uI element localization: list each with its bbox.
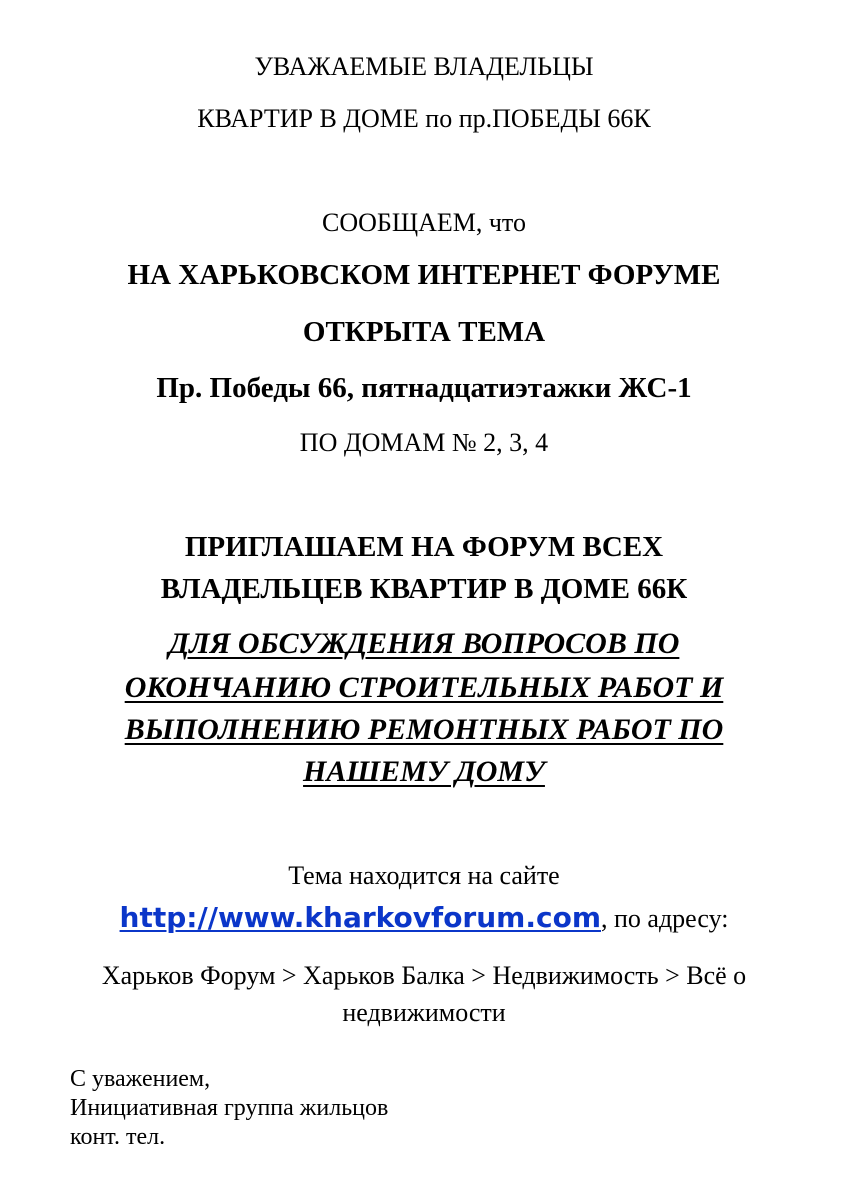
site-address-suffix: , по адресу: xyxy=(601,904,729,933)
site-address-line xyxy=(0,901,848,934)
invite-line-2: ВЛАДЕЛЬЦЕВ КВАРТИР В ДОМЕ 66К xyxy=(160,573,688,605)
contact-text: конт. тел. xyxy=(70,1124,166,1150)
houses-line: ПО ДОМАМ № 2, 3, 4 xyxy=(299,428,549,457)
signature-text: Инициативная группа жильцов xyxy=(70,1095,389,1121)
purpose-line-3: ВЫПОЛНЕНИЮ РЕМОНТНЫХ РАБОТ ПО xyxy=(124,713,724,746)
announce-text: СООБЩАЕМ, что xyxy=(322,208,526,237)
greeting-line-2: КВАРТИР В ДОМЕ по пр.ПОБЕДЫ 66К xyxy=(197,104,651,133)
topic-opened-heading: ОТКРЫТА ТЕМА xyxy=(302,316,546,348)
topic-title: Пр. Победы 66, пятнадцатиэтажки ЖС-1 xyxy=(156,372,692,404)
purpose-line-1: ДЛЯ ОБСУЖДЕНИЯ ВОПРОСОВ ПО xyxy=(168,627,680,660)
closing-text: С уважением, xyxy=(70,1066,211,1092)
invite-line-1: ПРИГЛАШАЕМ НА ФОРУМ ВСЕХ xyxy=(184,531,664,563)
greeting-line-1: УВАЖАЕМЫЕ ВЛАДЕЛЬЦЫ xyxy=(254,52,594,81)
purpose-line-2: ОКОНЧАНИЮ СТРОИТЕЛЬНЫХ РАБОТ И xyxy=(124,671,724,704)
forum-heading: НА ХАРЬКОВСКОМ ИНТЕРНЕТ ФОРУМЕ xyxy=(127,259,721,291)
forum-path-line-2: недвижимости xyxy=(342,998,506,1027)
forum-link[interactable]: http://www.kharkovforum.com xyxy=(119,901,601,934)
purpose-line-4: НАШЕМУ ДОМУ xyxy=(303,755,545,788)
site-intro: Тема находится на сайте xyxy=(288,861,560,890)
forum-path-line-1: Харьков Форум > Харьков Балка > Недвижимость > Всё о xyxy=(101,961,747,990)
